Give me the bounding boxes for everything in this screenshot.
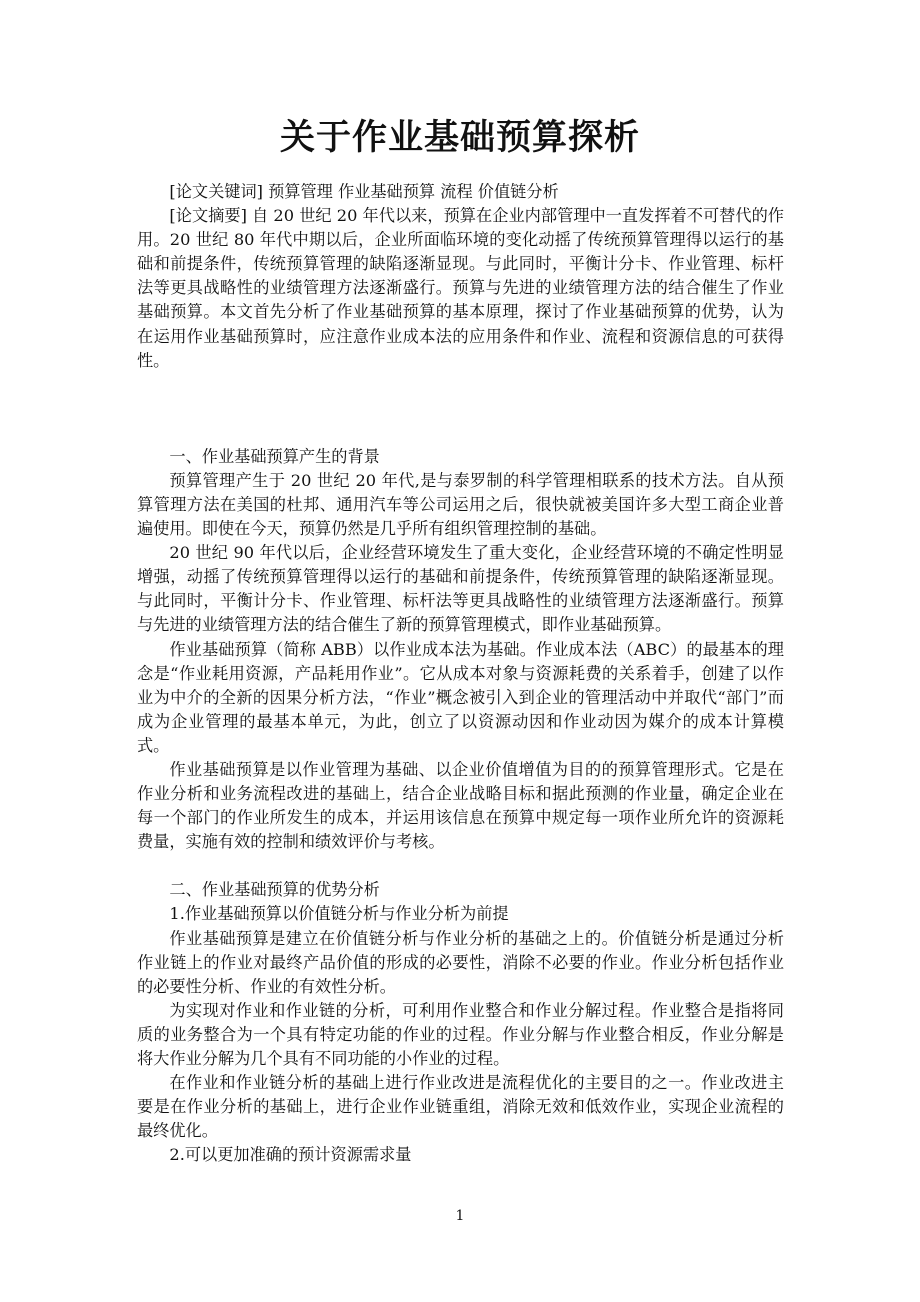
paragraph: 在作业和作业链分析的基础上进行作业改进是流程优化的主要目的之一。作业改进主要是在作业分析的基础上，进行企业作业链重组，消除无效和低效作业，实现企业流程的最终优化。 — [137, 1073, 784, 1141]
paragraph: 作业基础预算是以作业管理为基础、以企业价值增值为目的的预算管理形式。它是在作业分析和业务流程改进的基础上，结合企业战略目标和据此预测的作业量，确定企业在每一个部门的作业所发生的成本，并运用该信息在预算中规定每一项作业所允许的资源耗费量，实施有效的控制和绩效评价与考核。 — [137, 759, 784, 852]
section-2-heading: 二、作业基础预算的优势分析 — [169, 880, 380, 900]
spacer — [137, 373, 784, 445]
spacer — [137, 854, 784, 878]
section-1-heading: 一、作业基础预算产生的背景 — [169, 446, 380, 466]
abstract: [论文摘要] 自 20 世纪 20 年代以来，预算在企业内部管理中一直发挥着不可替代的作用。20 世纪 80 年代中期以后，企业所面临环境的变化动摇了传统预算管理得以运行的基础和前提条件，传统预算管理的缺陷逐渐显现。与此同时，平衡计分卡、作业管理、标杆法等更具战略性的业绩管理方法逐渐盛行。预算与先进的业绩管理方法的结合催生了作业基础预算。本文首先分析了作业基础预算的基本原理，探讨了作业基础预算的优势，认为在运用作业基础预算时，应注意作业成本法的应用条件和作业、流程和资源信息的可获得性。 — [137, 206, 784, 370]
paragraph: 为实现对作业和作业链的分析，可利用作业整合和作业分解过程。作业整合是指将同质的业务整合为一个具有特定功能的作业的过程。作业分解与作业整合相反，作业分解是将大作业分解为几个具有不同功能的小作业的过程。 — [137, 1000, 784, 1068]
paragraph: 作业基础预算是建立在价值链分析与作业分析的基础之上的。价值链分析是通过分析作业链上的作业对最终产品价值的形成的必要性，消除不必要的作业。作业分析包括作业的必要性分析、作业的有效性分析。 — [137, 928, 784, 996]
keywords: [论文关键词] 预算管理 作业基础预算 流程 价值链分析 — [169, 182, 559, 201]
paragraph: 作业基础预算（简称 ABB）以作业成本法为基础。作业成本法（ABC）的最基本的理念是“作业耗用资源，产品耗用作业”。它从成本对象与资源耗费的关系着手，创建了以作业为中介的全新的因果分析方法，“作业”概念被引入到企业的管理活动中并取代“部门”而成为企业管理的最基本单元，为此，创立了以资源动因和作业动因为媒介的成本计算模式。 — [137, 639, 784, 755]
subsection-2-heading: 2.可以更加准确的预计资源需求量 — [169, 1145, 412, 1165]
page-number: 1 — [455, 1208, 465, 1224]
paragraph: 预算管理产生于 20 世纪 20 年代,是与泰罗制的科学管理相联系的技术方法。自从预算管理方法在美国的杜邦、通用汽车等公司运用之后，很快就被美国许多大型工商企业普遍使用。即使在今天，预算仍然是几乎所有组织管理控制的基础。 — [137, 470, 784, 539]
subsection-1-heading: 1.作业基础预算以价值链分析与作业分析为前提 — [169, 904, 509, 924]
page-title: 关于作业基础预算探析 — [279, 118, 640, 158]
document-body — [137, 180, 784, 1167]
paragraph: 20 世纪 90 年代以后，企业经营环境发生了重大变化，企业经营环境的不确定性明显增强，动摇了传统预算管理得以运行的基础和前提条件，传统预算管理的缺陷逐渐显现。与此同时，平衡计分卡、作业管理、标杆法等更具战略性的业绩管理方法逐渐盛行。预算与先进的业绩管理方法的结合催生了新的预算管理模式，即作业基础预算。 — [137, 543, 784, 635]
